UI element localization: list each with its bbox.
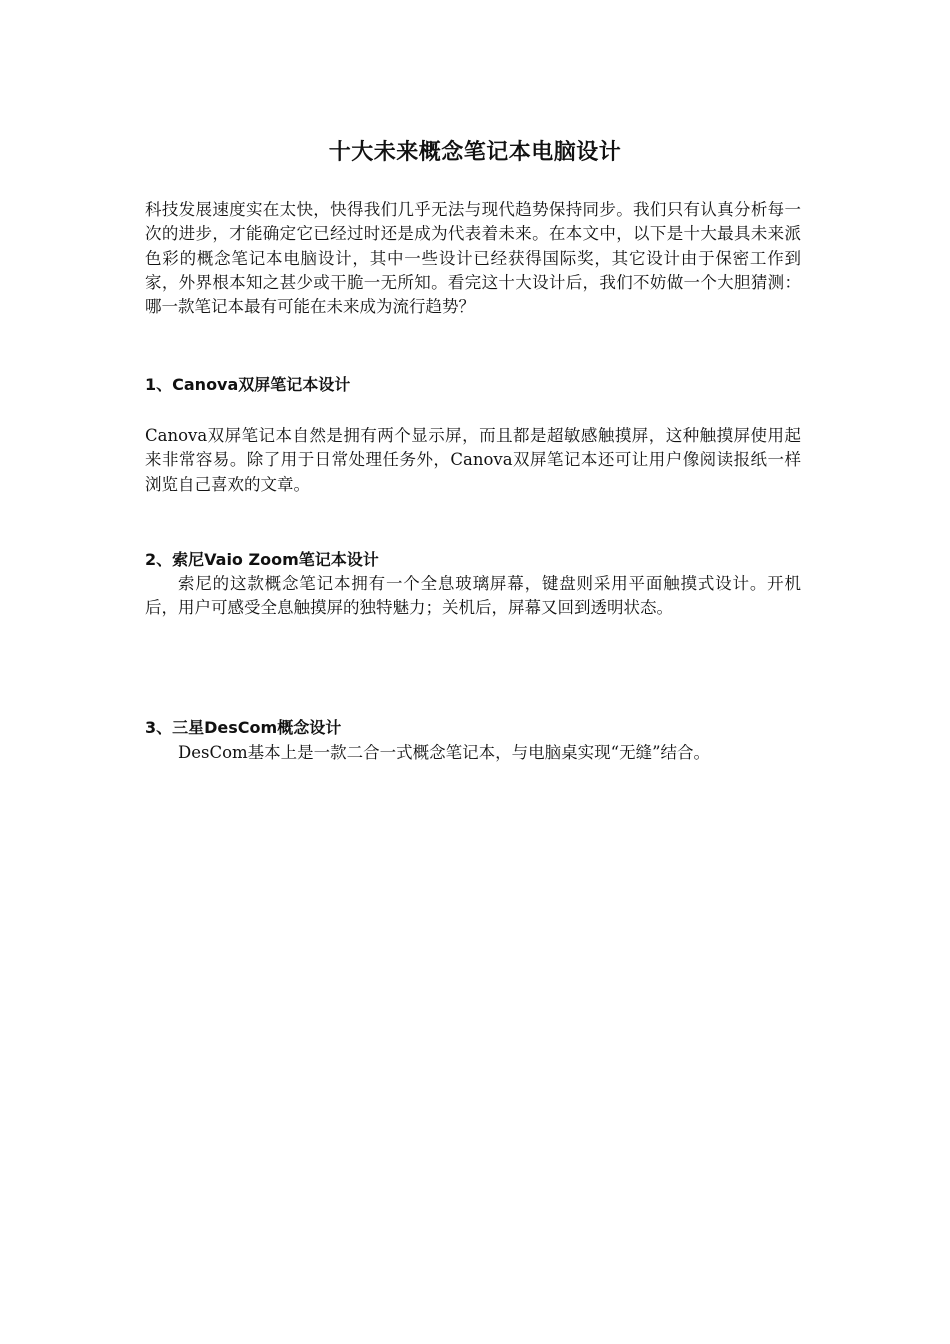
section-heading-vaio-zoom: 2、索尼Vaio Zoom笔记本设计 bbox=[145, 550, 379, 569]
section-heading-canova: 1、Canova双屏笔记本设计 bbox=[145, 375, 351, 394]
document-title: 十大未来概念笔记本电脑设计 bbox=[328, 140, 622, 165]
section-body-canova: Canova双屏笔记本自然是拥有两个显示屏，而且都是超敏感触摸屏，这种触摸屏使用起来非常容易。除了用于日常处理任务外，Canova双屏笔记本还可让用户像阅读报纸一样浏览自己喜欢的文章。 bbox=[145, 426, 801, 494]
section-body-descom: DesCom基本上是一款二合一式概念笔记本，与电脑桌实现“无缝”结合。 bbox=[178, 743, 711, 762]
section-heading-descom: 3、三星DesCom概念设计 bbox=[145, 718, 342, 737]
intro-paragraph: 科技发展速度实在太快，快得我们几乎无法与现代趋势保持同步。我们只有认真分析每一次的进步，才能确定它已经过时还是成为代表着未来。在本文中，以下是十大最具未来派色彩的概念笔记本电脑设计，其中一些设计已经获得国际奖，其它设计由于保密工作到家，外界根本知之甚少或干脆一无所知。看完这十大设计后，我们不妨做一个大胆猜测：哪一款笔记本最有可能在未来成为流行趋势？ bbox=[145, 200, 801, 317]
section-body-vaio-zoom: 索尼的这款概念笔记本拥有一个全息玻璃屏幕，键盘则采用平面触摸式设计。开机后，用户可感受全息触摸屏的独特魅力；关机后，屏幕又回到透明状态。 bbox=[145, 574, 801, 618]
